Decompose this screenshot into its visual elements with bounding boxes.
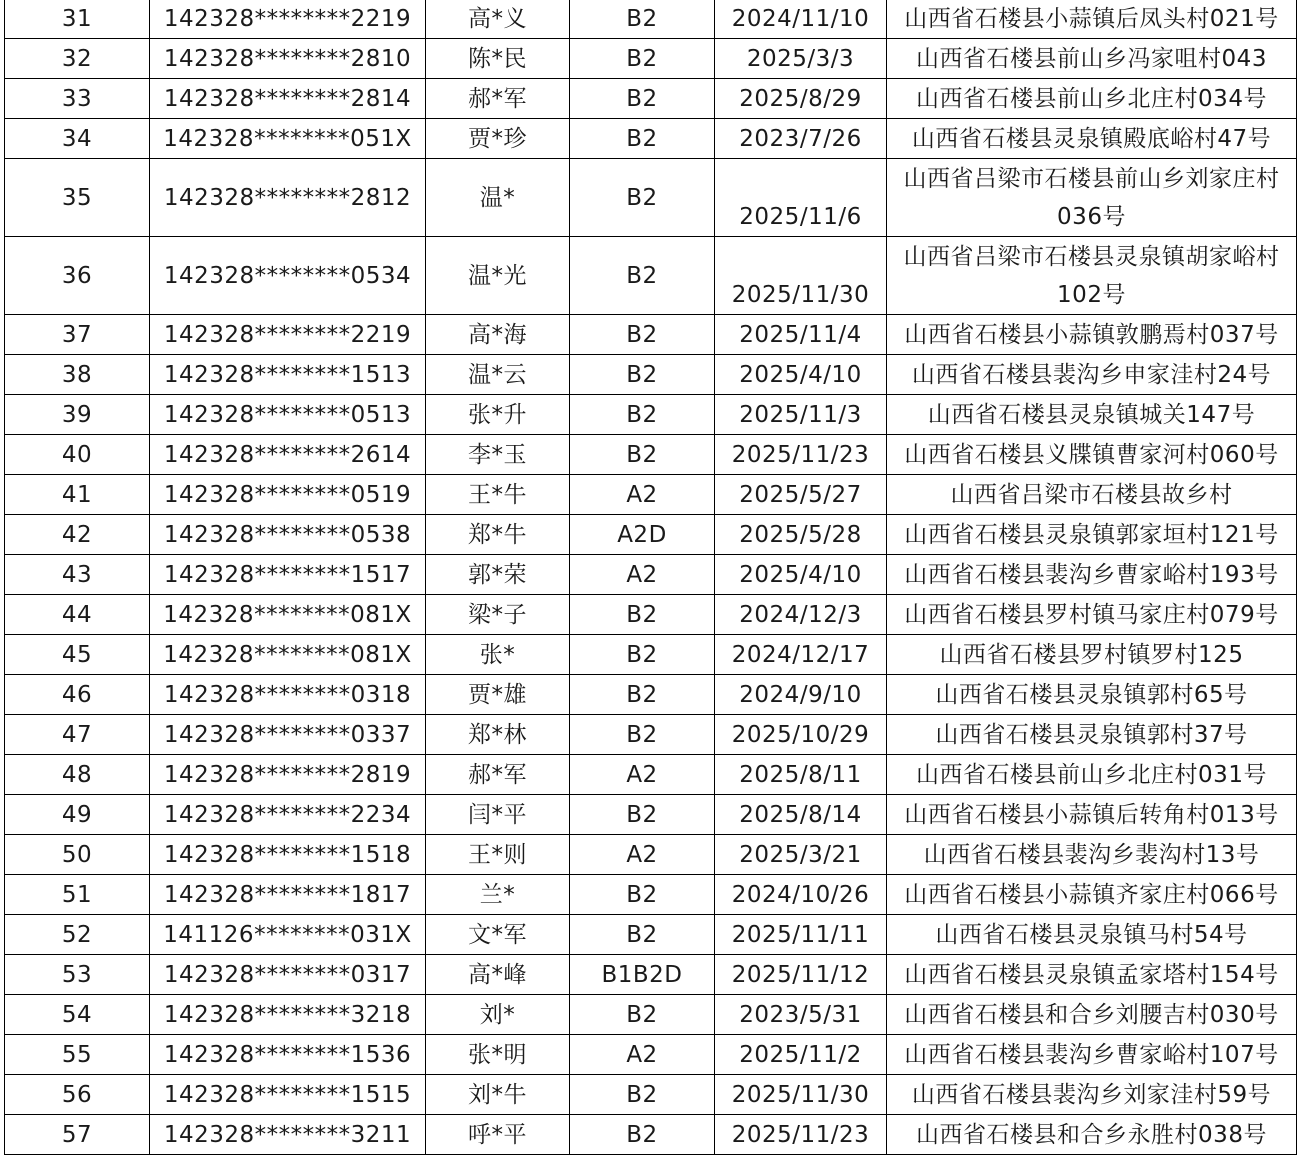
name-cell: 王*牛 [426,475,570,515]
row-number-cell: 35 [5,159,150,237]
license-class-cell: B2 [570,795,715,835]
row-number-cell: 31 [5,0,150,39]
table-row [5,475,1297,515]
id-number-cell: 142328********1517 [150,555,426,595]
name-cell: 张* [426,635,570,675]
license-class-cell: B2 [570,237,715,315]
license-class-cell: A2 [570,1035,715,1075]
row-number-cell: 46 [5,675,150,715]
date-cell: 2025/11/3 [715,395,887,435]
date-cell: 2023/5/31 [715,995,887,1035]
name-cell: 刘* [426,995,570,1035]
address-cell: 山西省石楼县小蒜镇敦鹏焉村037号 [887,315,1297,355]
date-cell: 2025/11/2 [715,1035,887,1075]
row-number-cell: 42 [5,515,150,555]
date-cell: 2025/11/11 [715,915,887,955]
table-row [5,915,1297,955]
address-cell: 山西省石楼县灵泉镇殿底峪村47号 [887,119,1297,159]
name-cell: 高*峰 [426,955,570,995]
name-cell: 李*玉 [426,435,570,475]
name-cell: 郑*牛 [426,515,570,555]
table-row [5,755,1297,795]
address-cell: 山西省石楼县和合乡永胜村038号 [887,1115,1297,1155]
license-class-cell: B2 [570,635,715,675]
license-class-cell: B2 [570,39,715,79]
row-number-cell: 47 [5,715,150,755]
license-class-cell: B1B2D [570,955,715,995]
name-cell: 温*光 [426,237,570,315]
license-class-cell: B2 [570,915,715,955]
id-number-cell: 142328********0538 [150,515,426,555]
date-cell: 2025/5/28 [715,515,887,555]
date-cell: 2025/8/14 [715,795,887,835]
name-cell: 张*明 [426,1035,570,1075]
date-cell: 2025/11/23 [715,435,887,475]
address-cell: 山西省石楼县前山乡冯家咀村043 [887,39,1297,79]
date-cell: 2024/12/3 [715,595,887,635]
row-number-cell: 57 [5,1115,150,1155]
date-cell: 2025/11/30 [715,1075,887,1115]
address-cell: 山西省石楼县灵泉镇郭家垣村121号 [887,515,1297,555]
id-number-cell: 142328********2812 [150,159,426,237]
table-row [5,1115,1297,1155]
id-number-cell: 142328********2810 [150,39,426,79]
name-cell: 呼*平 [426,1115,570,1155]
table-row [5,119,1297,159]
date-cell: 2025/3/3 [715,39,887,79]
license-class-cell: B2 [570,995,715,1035]
table-row [5,159,1297,237]
license-class-cell: B2 [570,435,715,475]
date-cell: 2023/7/26 [715,119,887,159]
license-class-cell: B2 [570,355,715,395]
address-cell: 山西省石楼县和合乡刘腰吉村030号 [887,995,1297,1035]
id-number-cell: 142328********2219 [150,315,426,355]
license-class-cell: B2 [570,315,715,355]
address-cell: 山西省石楼县罗村镇马家庄村079号 [887,595,1297,635]
table-row [5,795,1297,835]
license-class-cell: A2 [570,475,715,515]
row-number-cell: 54 [5,995,150,1035]
id-number-cell: 141126********031X [150,915,426,955]
license-class-cell: B2 [570,159,715,237]
table-row [5,835,1297,875]
row-number-cell: 51 [5,875,150,915]
id-number-cell: 142328********051X [150,119,426,159]
name-cell: 温*云 [426,355,570,395]
table-body [5,0,1297,1155]
row-number-cell: 36 [5,237,150,315]
id-number-cell: 142328********3218 [150,995,426,1035]
name-cell: 王*则 [426,835,570,875]
date-cell: 2025/4/10 [715,555,887,595]
address-cell: 山西省石楼县灵泉镇郭村37号 [887,715,1297,755]
date-cell: 2025/11/12 [715,955,887,995]
table-row [5,595,1297,635]
row-number-cell: 49 [5,795,150,835]
row-number-cell: 32 [5,39,150,79]
table-row [5,355,1297,395]
row-number-cell: 53 [5,955,150,995]
id-number-cell: 142328********2819 [150,755,426,795]
date-cell: 2025/11/4 [715,315,887,355]
name-cell: 文*军 [426,915,570,955]
license-class-cell: B2 [570,1115,715,1155]
address-cell: 山西省石楼县前山乡北庄村034号 [887,79,1297,119]
id-number-cell: 142328********081X [150,635,426,675]
license-class-cell: B2 [570,119,715,159]
table-row [5,39,1297,79]
table-row [5,435,1297,475]
table-row [5,395,1297,435]
table-row [5,675,1297,715]
row-number-cell: 50 [5,835,150,875]
license-class-cell: A2D [570,515,715,555]
name-cell: 高*海 [426,315,570,355]
date-cell: 2025/8/29 [715,79,887,119]
row-number-cell: 55 [5,1035,150,1075]
name-cell: 郭*荣 [426,555,570,595]
name-cell: 郑*林 [426,715,570,755]
table-row [5,79,1297,119]
date-cell: 2024/9/10 [715,675,887,715]
name-cell: 高*义 [426,0,570,39]
table-row [5,1075,1297,1115]
name-cell: 张*升 [426,395,570,435]
table-row [5,315,1297,355]
license-record-table [4,0,1297,1155]
date-cell: 2025/11/30 [715,237,887,315]
row-number-cell: 56 [5,1075,150,1115]
id-number-cell: 142328********1515 [150,1075,426,1115]
license-class-cell: A2 [570,755,715,795]
address-cell: 山西省吕梁市石楼县灵泉镇胡家峪村102号 [887,237,1297,315]
table-row [5,995,1297,1035]
date-cell: 2025/3/21 [715,835,887,875]
address-cell: 山西省石楼县裴沟乡曹家峪村193号 [887,555,1297,595]
table-row [5,635,1297,675]
date-cell: 2025/11/23 [715,1115,887,1155]
date-cell: 2025/5/27 [715,475,887,515]
id-number-cell: 142328********081X [150,595,426,635]
address-cell: 山西省吕梁市石楼县前山乡刘家庄村036号 [887,159,1297,237]
license-class-cell: B2 [570,875,715,915]
address-cell: 山西省石楼县灵泉镇郭村65号 [887,675,1297,715]
name-cell: 陈*民 [426,39,570,79]
name-cell: 温* [426,159,570,237]
date-cell: 2024/11/10 [715,0,887,39]
id-number-cell: 142328********2234 [150,795,426,835]
row-number-cell: 45 [5,635,150,675]
id-number-cell: 142328********0318 [150,675,426,715]
address-cell: 山西省石楼县裴沟乡申家洼村24号 [887,355,1297,395]
id-number-cell: 142328********0317 [150,955,426,995]
table-row [5,555,1297,595]
license-class-cell: B2 [570,1075,715,1115]
license-class-cell: B2 [570,675,715,715]
id-number-cell: 142328********1513 [150,355,426,395]
name-cell: 贾*珍 [426,119,570,159]
row-number-cell: 48 [5,755,150,795]
id-number-cell: 142328********3211 [150,1115,426,1155]
id-number-cell: 142328********0519 [150,475,426,515]
name-cell: 贾*雄 [426,675,570,715]
address-cell: 山西省石楼县裴沟乡刘家洼村59号 [887,1075,1297,1115]
row-number-cell: 41 [5,475,150,515]
address-cell: 山西省石楼县灵泉镇孟家塔村154号 [887,955,1297,995]
table-row [5,1035,1297,1075]
license-class-cell: A2 [570,835,715,875]
row-number-cell: 52 [5,915,150,955]
name-cell: 梁*子 [426,595,570,635]
license-class-cell: B2 [570,595,715,635]
table-row [5,0,1297,39]
name-cell: 刘*牛 [426,1075,570,1115]
name-cell: 郝*军 [426,755,570,795]
id-number-cell: 142328********2614 [150,435,426,475]
row-number-cell: 34 [5,119,150,159]
address-cell: 山西省石楼县灵泉镇城关147号 [887,395,1297,435]
table-row [5,715,1297,755]
name-cell: 郝*军 [426,79,570,119]
address-cell: 山西省石楼县灵泉镇马村54号 [887,915,1297,955]
id-number-cell: 142328********1518 [150,835,426,875]
id-number-cell: 142328********0534 [150,237,426,315]
row-number-cell: 38 [5,355,150,395]
id-number-cell: 142328********1817 [150,875,426,915]
address-cell: 山西省石楼县前山乡北庄村031号 [887,755,1297,795]
date-cell: 2024/12/17 [715,635,887,675]
license-class-cell: B2 [570,395,715,435]
date-cell: 2024/10/26 [715,875,887,915]
address-cell: 山西省石楼县裴沟乡曹家峪村107号 [887,1035,1297,1075]
address-cell: 山西省石楼县罗村镇罗村125 [887,635,1297,675]
row-number-cell: 40 [5,435,150,475]
license-class-cell: B2 [570,0,715,39]
address-cell: 山西省吕梁市石楼县故乡村 [887,475,1297,515]
address-cell: 山西省石楼县小蒜镇齐家庄村066号 [887,875,1297,915]
id-number-cell: 142328********1536 [150,1035,426,1075]
date-cell: 2025/4/10 [715,355,887,395]
date-cell: 2025/10/29 [715,715,887,755]
id-number-cell: 142328********2814 [150,79,426,119]
address-cell: 山西省石楼县小蒜镇后转角村013号 [887,795,1297,835]
id-number-cell: 142328********2219 [150,0,426,39]
address-cell: 山西省石楼县小蒜镇后凤头村021号 [887,0,1297,39]
table-row [5,955,1297,995]
table-row [5,875,1297,915]
id-number-cell: 142328********0513 [150,395,426,435]
row-number-cell: 39 [5,395,150,435]
id-number-cell: 142328********0337 [150,715,426,755]
row-number-cell: 43 [5,555,150,595]
date-cell: 2025/8/11 [715,755,887,795]
table-row [5,237,1297,315]
row-number-cell: 44 [5,595,150,635]
table-row [5,515,1297,555]
address-cell: 山西省石楼县裴沟乡裴沟村13号 [887,835,1297,875]
row-number-cell: 33 [5,79,150,119]
row-number-cell: 37 [5,315,150,355]
name-cell: 兰* [426,875,570,915]
name-cell: 闫*平 [426,795,570,835]
license-class-cell: B2 [570,79,715,119]
license-class-cell: A2 [570,555,715,595]
address-cell: 山西省石楼县义牒镇曹家河村060号 [887,435,1297,475]
date-cell: 2025/11/6 [715,159,887,237]
license-class-cell: B2 [570,715,715,755]
